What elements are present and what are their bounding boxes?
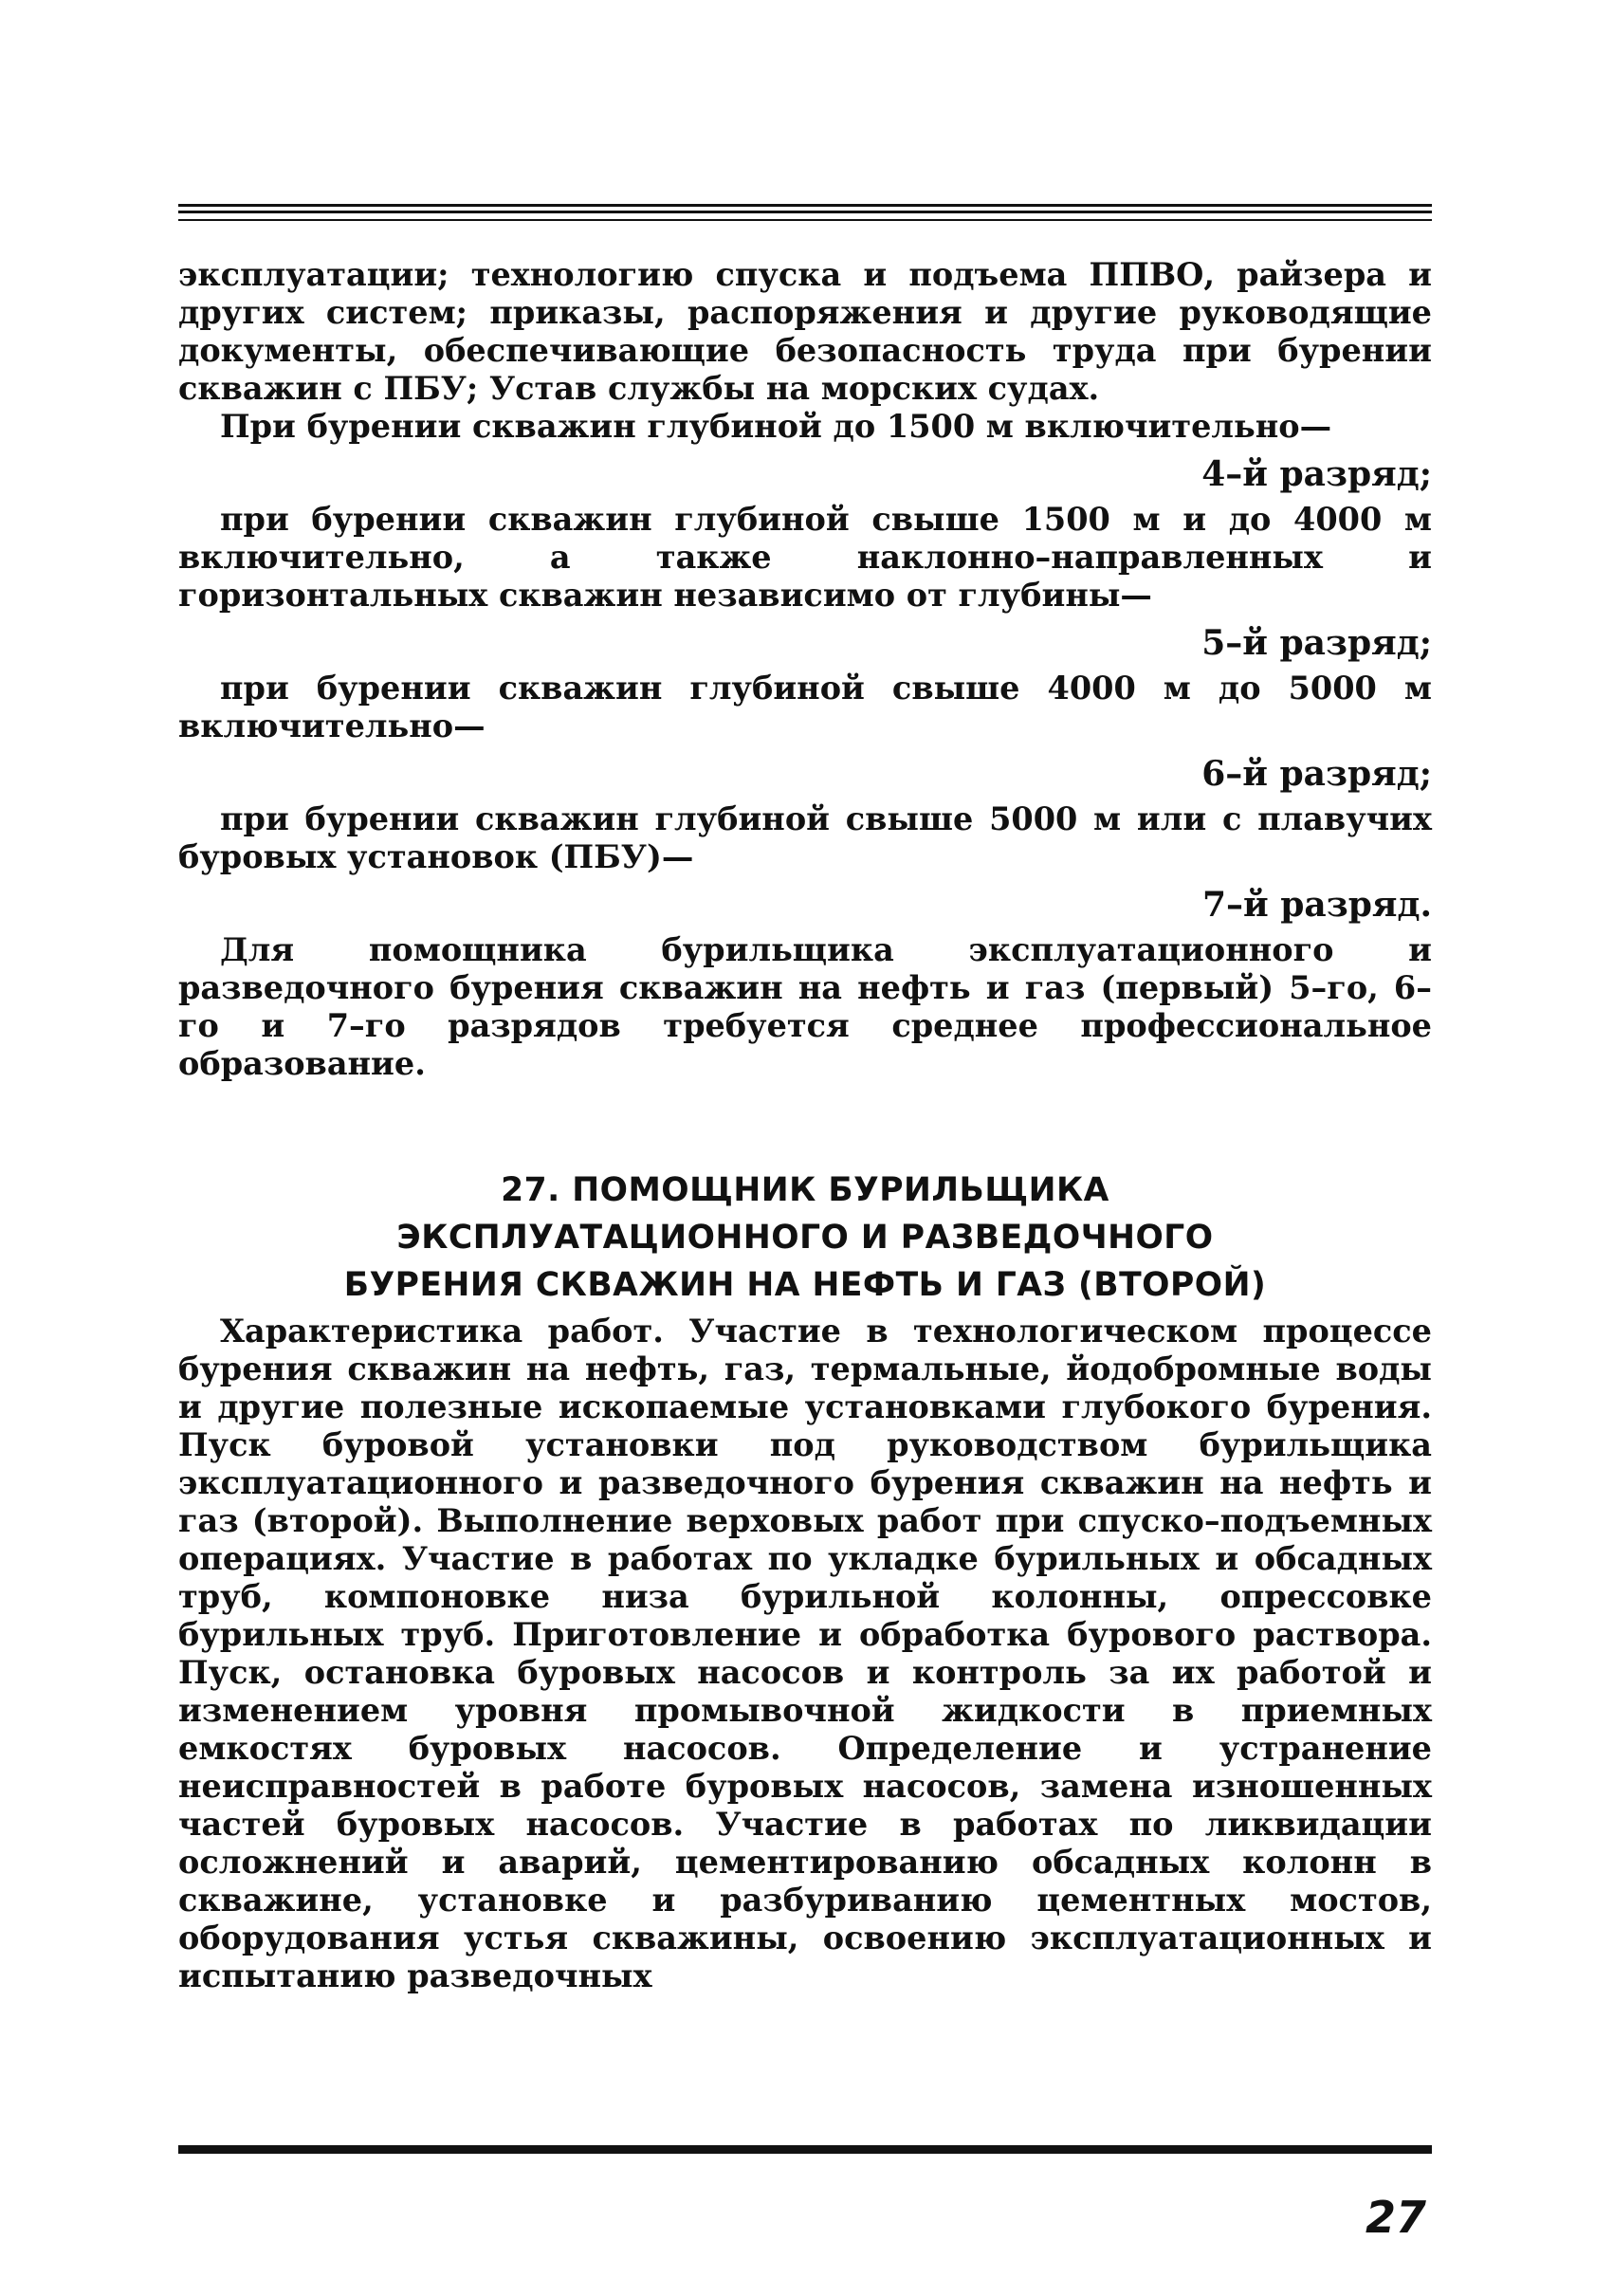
grade-condition: при бурении скважин глубиной свыше 4000 м до 5000 м включительно—	[178, 670, 1432, 744]
continuation-paragraph: эксплуатации; технологию спуска и подъема ППВО, райзера и других систем; приказы, распоряжения и другие руководящие документы, обеспечивающие безопасность труда при бурении скважин с ПБУ; Устав службы на морских судах.	[178, 256, 1432, 407]
grade-label: 4–й разряд;	[1201, 454, 1432, 494]
section-body-text	[178, 1313, 1432, 1995]
section-heading	[178, 1166, 1432, 1309]
grade-condition: При бурении скважин глубиной до 1500 м включительно—	[220, 408, 1332, 445]
education-note: Для помощника бурильщика эксплуатационного и разведочного бурения скважин на нефть и газ (первый) 5–го, 6–го и 7–го разрядов требуется среднее профессиональное образование.	[178, 931, 1432, 1082]
header-rule	[178, 211, 1432, 213]
previous-section-text	[178, 256, 1432, 1083]
grade-condition: при бурении скважин глубиной свыше 1500 м и до 4000 м включительно, а также наклонно–направленных и горизонтальных скважин независимо от глубины—	[178, 501, 1432, 614]
grade-label: 6–й разряд;	[1201, 754, 1432, 794]
header-rule	[178, 204, 1432, 207]
work-description-lead: Характеристика работ.	[220, 1313, 664, 1350]
page-number: 27	[1365, 2192, 1426, 2243]
footer-rule	[178, 2145, 1432, 2154]
section-heading-line: ЭКСПЛУАТАЦИОННОГО И РАЗВЕДОЧНОГО	[396, 1219, 1214, 1257]
section-heading-line: БУРЕНИЯ СКВАЖИН НА НЕФТЬ И ГАЗ (ВТОРОЙ)	[343, 1266, 1267, 1304]
work-description-body: Участие в технологическом процессе бурения скважин на нефть, газ, термальные, йодобромные воды и другие полезные ископаемые установками глубокого бурения. Пуск буровой установки под руководством бурильщика эксплуатационного и разведочного бурения скважин на нефть и газ (второй). Выполнение верховых работ при спуско–подъемных операциях. Участие в работах по укладке бурильных и обсадных труб, компоновке низа бурильной колонны, опрессовке бурильных труб. Приготовление и обработка бурового раствора. Пуск, остановка буровых насосов и контроль за их работой и изменением уровня промывочной жидкости в приемных емкостях буровых насосов. Определение и устранение неисправностей в работе буровых насосов, замена изношенных частей буровых насосов. Участие в работах по ликвидации осложнений и аварий, цементированию обсадных колонн в скважине, установке и разбуриванию цементных мостов, оборудования устья скважины, освоению эксплуатационных и испытанию разведочных	[178, 1313, 1432, 1994]
grade-label: 7–й разряд.	[1201, 885, 1432, 925]
section-heading-line: 27. ПОМОЩНИК БУРИЛЬЩИКА	[501, 1171, 1109, 1209]
grade-condition: при бурении скважин глубиной свыше 5000 м или с плавучих буровых установок (ПБУ)—	[178, 800, 1432, 875]
work-description-paragraph	[178, 1313, 1432, 1995]
header-rule	[178, 219, 1432, 221]
grade-label: 5–й разряд;	[1201, 623, 1432, 663]
